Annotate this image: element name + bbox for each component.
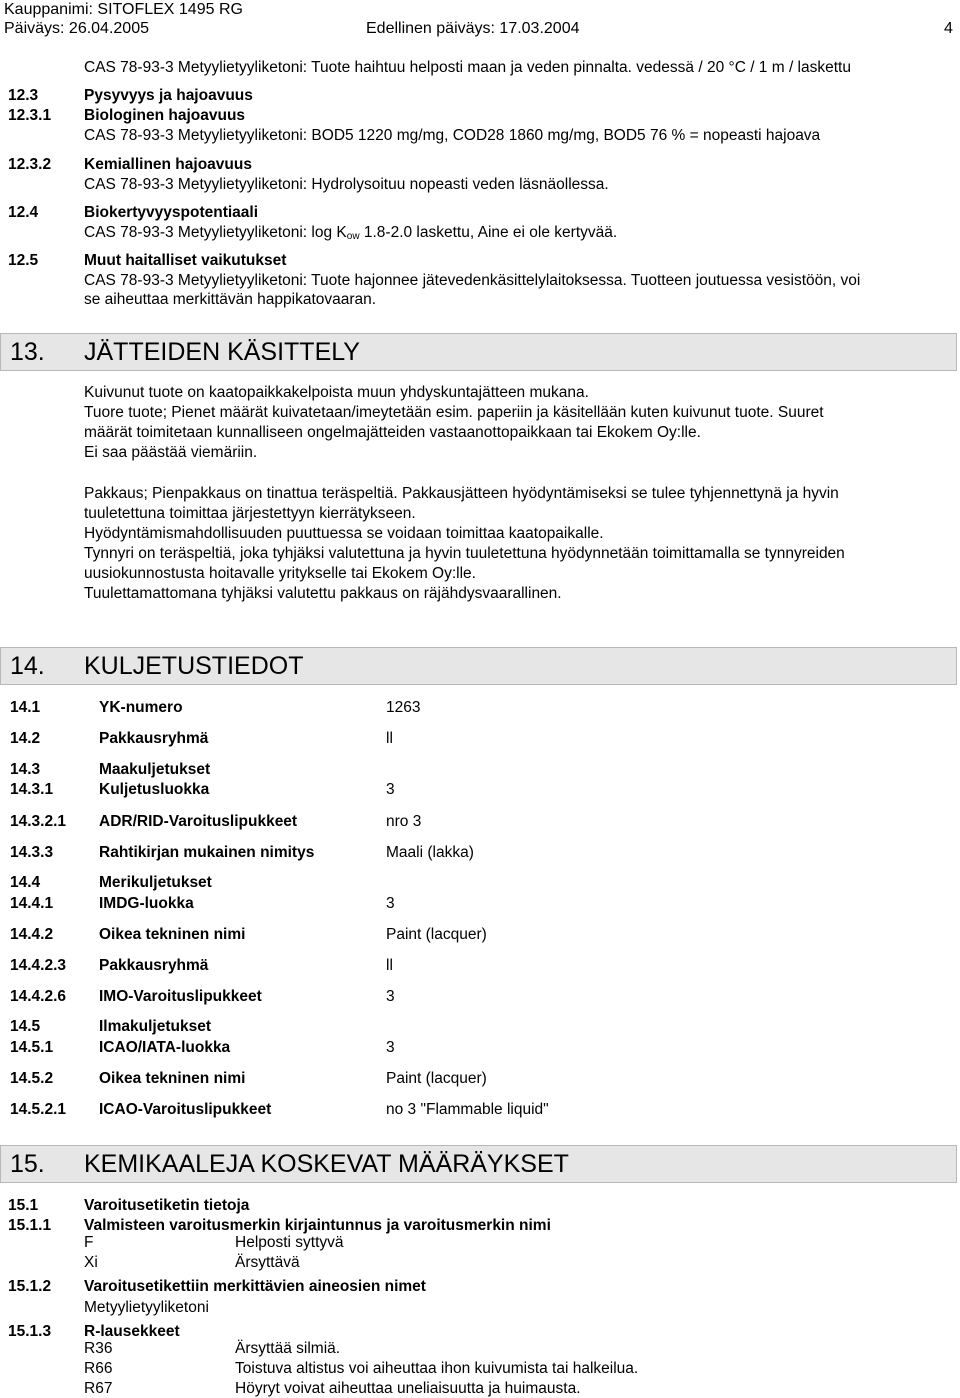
- s12-5-text-line-2: se aiheuttaa merkittävän happikatovaaran.: [84, 291, 377, 308]
- s15-1-2-text: Metyylietyyliketoni: [84, 1299, 209, 1316]
- row-value: ll: [386, 730, 393, 747]
- previous-date: Edellinen päiväys: 17.03.2004: [366, 20, 580, 37]
- s12-3-title: Pysyvyys ja hajoavuus: [84, 87, 253, 104]
- s12-3-number: 12.3: [8, 87, 39, 104]
- section-14-number: 14.: [10, 652, 45, 680]
- row-number: 14.5.1: [10, 1039, 54, 1056]
- s12-3-1-text: CAS 78-93-3 Metyylietyyliketoni: BOD5 1220 mg/mg, COD28 1860 mg/mg, BOD5 76 % = nopeasti hajoava: [84, 127, 821, 144]
- row-number: 14.4.2.6: [10, 988, 67, 1005]
- s13-line: Pakkaus; Pienpakkaus on tinattua teräspeltiä. Pakkausjätteen hyödyntämiseksi se tulee tyhjennettynä ja hyvin: [84, 485, 839, 502]
- row-number: 14.4.2.3: [10, 957, 67, 974]
- row-value: 3: [386, 895, 395, 912]
- row-value: Paint (lacquer): [386, 926, 487, 943]
- s12-top-line: CAS 78-93-3 Metyylietyyliketoni: Tuote haihtuu helposti maan ja veden pinnalta. vedessä / 20 °C / 1 m / laskettu: [84, 59, 851, 76]
- row-value: 3: [386, 1039, 395, 1056]
- row-value: Maali (lakka): [386, 844, 474, 861]
- row-number: 14.5.2: [10, 1070, 54, 1087]
- r-phrase-code: R67: [84, 1380, 113, 1397]
- hazard-symbol-code: Xi: [84, 1254, 98, 1271]
- row-value: no 3 "Flammable liquid": [386, 1101, 549, 1118]
- r-phrase-text: Ärsyttää silmiä.: [235, 1340, 341, 1357]
- s13-line: Tuulettamattomana tyhjäksi valutettu pakkaus on räjähdysvaarallinen.: [84, 585, 562, 602]
- s15-1-2-number: 15.1.2: [8, 1278, 52, 1295]
- s13-line: Tuore tuote; Pienet määrät kuivatetaan/imeytetään esim. paperiin ja käsitellään kuten kuivunut tuote. Suuret: [84, 404, 824, 421]
- s15-1-3-number: 15.1.3: [8, 1323, 52, 1340]
- s13-line: Tynnyri on teräspeltiä, joka tyhjäksi valutettuna ja hyvin tuuletettuna hyödynnetään toimittamalla se tynnyreiden: [84, 545, 845, 562]
- s13-line: tuuletettuna toimittaa järjestettyyn kierrätykseen.: [84, 505, 416, 522]
- section-13-title: JÄTTEIDEN KÄSITTELY: [84, 338, 360, 366]
- section-14-title: KULJETUSTIEDOT: [84, 652, 304, 680]
- s12-4-number: 12.4: [8, 204, 39, 221]
- row-label: IMDG-luokka: [99, 895, 194, 912]
- s15-1-1-number: 15.1.1: [8, 1217, 52, 1234]
- s12-4-title: Biokertyvyyspotentiaali: [84, 204, 259, 221]
- row-label: Maakuljetukset: [99, 761, 211, 778]
- row-label: ICAO/IATA-luokka: [99, 1039, 231, 1056]
- row-label: Pakkausryhmä: [99, 730, 209, 747]
- r-phrase-code: R66: [84, 1360, 113, 1377]
- s12-3-1-title: Biologinen hajoavuus: [84, 107, 246, 124]
- row-number: 14.4.2: [10, 926, 54, 943]
- row-value: ll: [386, 957, 393, 974]
- row-label: Kuljetusluokka: [99, 781, 210, 798]
- row-number: 14.2: [10, 730, 41, 747]
- r-phrase-text: Toistuva altistus voi aiheuttaa ihon kuivumista tai halkeilua.: [235, 1360, 639, 1377]
- s12-4-text-a: CAS 78-93-3 Metyylietyyliketoni: log K: [84, 224, 347, 241]
- row-label: ADR/RID-Varoituslipukkeet: [99, 813, 298, 830]
- s12-3-1-number: 12.3.1: [8, 107, 52, 124]
- row-label: Pakkausryhmä: [99, 957, 209, 974]
- s12-4-text-subscript: ow: [346, 231, 360, 242]
- s13-line: Ei saa päästää viemäriin.: [84, 444, 258, 461]
- s12-5-number: 12.5: [8, 252, 39, 269]
- trade-name: Kauppanimi: SITOFLEX 1495 RG: [4, 1, 243, 18]
- s12-3-2-title: Kemiallinen hajoavuus: [84, 156, 252, 173]
- s12-3-2-text: CAS 78-93-3 Metyylietyyliketoni: Hydrolysoituu nopeasti veden läsnäollessa.: [84, 176, 609, 193]
- row-label: ICAO-Varoituslipukkeet: [99, 1101, 272, 1118]
- row-label: Merikuljetukset: [99, 874, 212, 891]
- s15-1-title: Varoitusetiketin tietoja: [84, 1197, 250, 1214]
- row-value: 1263: [386, 699, 421, 716]
- s15-1-3-title: R-lausekkeet: [84, 1323, 180, 1340]
- row-number: 14.4: [10, 874, 41, 891]
- s12-3-2-number: 12.3.2: [8, 156, 52, 173]
- hazard-symbol-text: Ärsyttävä: [235, 1254, 300, 1271]
- row-number: 14.3.1: [10, 781, 54, 798]
- row-number: 14.5.2.1: [10, 1101, 67, 1118]
- s15-1-1-title: Valmisteen varoitusmerkin kirjaintunnus ja varoitusmerkin nimi: [84, 1217, 551, 1234]
- row-number: 14.5: [10, 1018, 41, 1035]
- row-number: 14.1: [10, 699, 41, 716]
- s15-1-2-title: Varoitusetikettiin merkittävien aineosien nimet: [84, 1278, 426, 1295]
- page-number: 4: [944, 20, 953, 37]
- row-label: YK-numero: [99, 699, 183, 716]
- row-value: 3: [386, 988, 395, 1005]
- r-phrase-code: R36: [84, 1340, 113, 1357]
- r-phrase-text: Höyryt voivat aiheuttaa uneliaisuutta ja huimausta.: [235, 1380, 581, 1397]
- s12-4-text: [84, 223, 617, 242]
- section-13-number: 13.: [10, 338, 45, 366]
- s13-line: määrät toimitetaan kunnalliseen ongelmajätteiden vastaanottopaikkaan tai Ekokem Oy:lle.: [84, 424, 701, 441]
- row-label: Rahtikirjan mukainen nimitys: [99, 844, 315, 861]
- section-15-number: 15.: [10, 1150, 45, 1178]
- row-label: Ilmakuljetukset: [99, 1018, 211, 1035]
- row-label: Oikea tekninen nimi: [99, 926, 246, 943]
- s13-line: Hyödyntämismahdollisuuden puuttuessa se voidaan toimittaa kaatopaikalle.: [84, 525, 604, 542]
- hazard-symbol-code: F: [84, 1234, 94, 1251]
- s15-1-number: 15.1: [8, 1197, 39, 1214]
- row-value: 3: [386, 781, 395, 798]
- section-15-title: KEMIKAALEJA KOSKEVAT MÄÄRÄYKSET: [84, 1150, 569, 1178]
- document-date: Päiväys: 26.04.2005: [4, 20, 149, 37]
- row-number: 14.3.3: [10, 844, 54, 861]
- row-number: 14.3: [10, 761, 41, 778]
- hazard-symbol-text: Helposti syttyvä: [235, 1234, 344, 1251]
- row-number: 14.3.2.1: [10, 813, 67, 830]
- s13-line: uusiokunnostusta hoitavalle yritykselle tai Ekokem Oy:lle.: [84, 565, 476, 582]
- row-label: Oikea tekninen nimi: [99, 1070, 246, 1087]
- s12-5-title: Muut haitalliset vaikutukset: [84, 252, 287, 269]
- row-label: IMO-Varoituslipukkeet: [99, 988, 262, 1005]
- s12-5-text-line-1: CAS 78-93-3 Metyylietyyliketoni: Tuote hajonnee jätevedenkäsittelylaitoksessa. Tuotteen joutuessa vesistöön, voi: [84, 272, 861, 289]
- s13-line: Kuivunut tuote on kaatopaikkakelpoista muun yhdyskuntajätteen mukana.: [84, 384, 589, 401]
- row-value: Paint (lacquer): [386, 1070, 487, 1087]
- row-number: 14.4.1: [10, 895, 54, 912]
- row-value: nro 3: [386, 813, 422, 830]
- s12-4-text-b: 1.8-2.0 laskettu, Aine ei ole kertyvää.: [359, 224, 618, 241]
